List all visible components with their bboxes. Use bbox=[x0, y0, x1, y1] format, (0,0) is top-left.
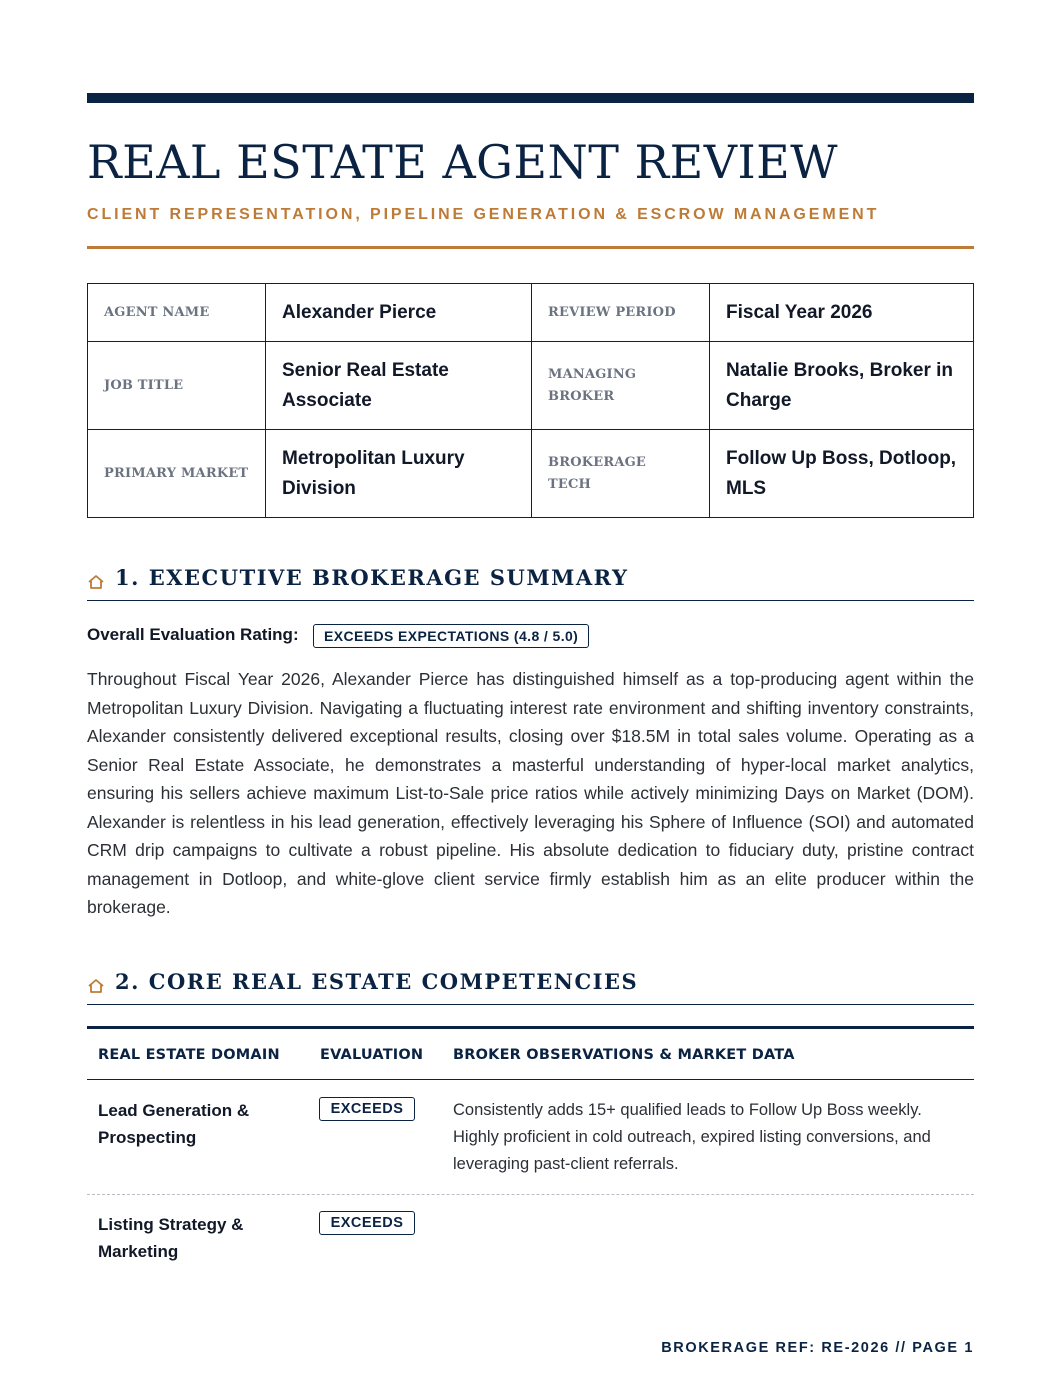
section-1-header bbox=[87, 564, 974, 601]
rating-row bbox=[87, 622, 974, 650]
section-1-title: 1. EXECUTIVE BROKERAGE SUMMARY bbox=[115, 565, 629, 590]
brokerage-tech-value: Follow Up Boss, Dotloop, MLS bbox=[710, 430, 974, 518]
competencies-table bbox=[87, 1026, 974, 1294]
primary-market-label: PRIMARY MARKET bbox=[88, 430, 266, 518]
header-gap-right bbox=[441, 1029, 443, 1032]
managing-broker-value: Natalie Brooks, Broker in Charge bbox=[710, 342, 974, 430]
agent-info-table bbox=[87, 283, 974, 518]
column-header-domain: REAL ESTATE DOMAIN bbox=[98, 1047, 280, 1063]
job-title-value: Senior Real Estate Associate bbox=[266, 342, 532, 430]
rating-badge: EXCEEDS EXPECTATIONS (4.8 / 5.0) bbox=[313, 624, 589, 648]
section-2-title: 2. CORE REAL ESTATE COMPETENCIES bbox=[115, 969, 639, 994]
review-period-label: REVIEW PERIOD bbox=[532, 284, 710, 342]
row-observation: Consistently adds 15+ qualified leads to Follow Up Boss weekly. Highly proficient in cold outreach, expired listing conversions, and leveraging past-client referrals. bbox=[453, 1101, 931, 1173]
top-accent-bar bbox=[87, 93, 974, 103]
page-title: REAL ESTATE AGENT REVIEW bbox=[87, 135, 839, 189]
house-icon bbox=[87, 574, 105, 590]
page-footer: BROKERAGE REF: RE-2026 // PAGE 1 bbox=[661, 1340, 974, 1356]
page-subtitle: CLIENT REPRESENTATION, PIPELINE GENERATION & ESCROW MANAGEMENT bbox=[87, 206, 880, 223]
job-title-label: JOB TITLE bbox=[88, 342, 266, 430]
executive-summary-text: Throughout Fiscal Year 2026, Alexander Pierce has distinguished himself as a top-producing agent within the Metropolitan Luxury Division. Navigating a fluctuating interest rate environment and shifting inventory constraints, Alexander consistently delivered exceptional results, closing over $18.5M in total sales volume. Operating as a Senior Real Estate Associate, he demonstrates a masterful understanding of hyper-local market analytics, ensuring his sellers achieve maximum List-to-Sale price ratios while actively minimizing Days on Market (DOM). Alexander is relentless in his lead generation, effectively leveraging his Sphere of Influence (SOI) and automated CRM drip campaigns to cultivate a robust pipeline. His absolute dedication to fiduciary duty, pristine contract management in Dotloop, and white-glove client service firmly establish him as an elite producer within the brokerage. bbox=[87, 669, 974, 917]
review-period-value: Fiscal Year 2026 bbox=[710, 284, 974, 342]
table-row bbox=[87, 1080, 974, 1194]
row-domain: Listing Strategy & Marketing bbox=[98, 1215, 244, 1261]
column-header-evaluation: EVALUATION bbox=[320, 1047, 424, 1063]
table-row bbox=[87, 1194, 974, 1294]
evaluation-badge: EXCEEDS bbox=[319, 1097, 415, 1121]
rating-label: Overall Evaluation Rating: bbox=[87, 625, 299, 644]
row-domain: Lead Generation & Prospecting bbox=[98, 1101, 250, 1147]
brokerage-tech-label: BROKERAGE TECH bbox=[532, 430, 710, 518]
gold-divider bbox=[87, 246, 974, 249]
evaluation-badge: EXCEEDS bbox=[319, 1211, 415, 1235]
agent-name-label: AGENT NAME bbox=[88, 284, 266, 342]
agent-name-value: Alexander Pierce bbox=[266, 284, 532, 342]
managing-broker-label: MANAGING BROKER bbox=[532, 342, 710, 430]
column-header-observations: BROKER OBSERVATIONS & MARKET DATA bbox=[453, 1047, 795, 1063]
table-header-row bbox=[87, 1026, 974, 1080]
house-icon bbox=[87, 978, 105, 994]
primary-market-value: Metropolitan Luxury Division bbox=[266, 430, 532, 518]
header-gap-left bbox=[308, 1029, 310, 1032]
section-2-header bbox=[87, 968, 974, 1005]
